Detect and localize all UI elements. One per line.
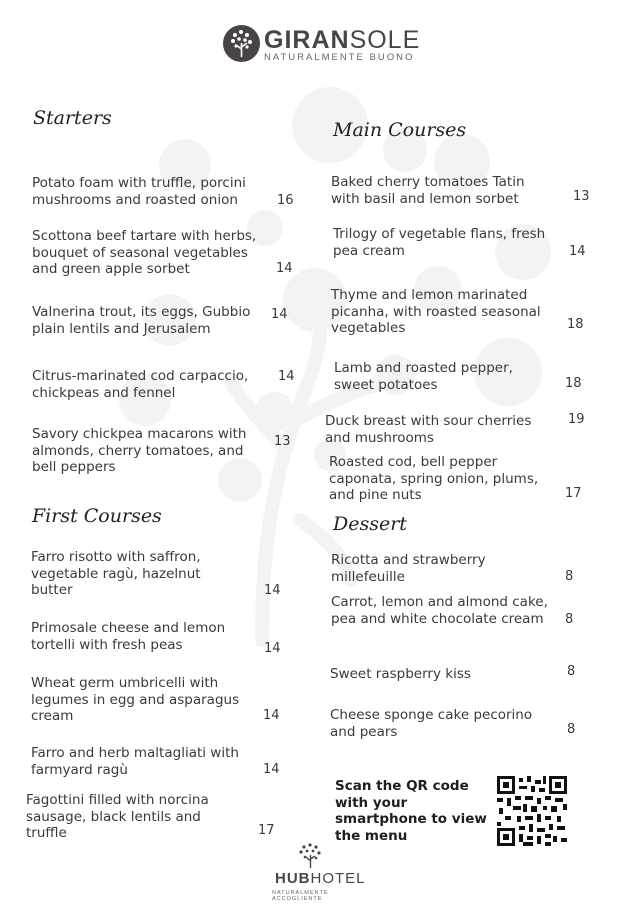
hub-hotel-logo (270, 843, 380, 902)
brand-logo (223, 25, 423, 65)
brand-name-light: SOLE (349, 26, 421, 54)
first-course-item-price: 14 (263, 762, 280, 777)
starter-item-name: Citrus-marinated cod carpaccio, chickpeas and fennel (32, 368, 249, 401)
section-title-starters: Starters (33, 107, 112, 129)
dessert-item-price: 8 (565, 569, 574, 584)
tree-logo-icon (223, 25, 260, 62)
main-course-item-name: Thyme and lemon marinated picanha, with roasted seasonal vegetables (331, 287, 541, 336)
first-course-item-price: 17 (258, 823, 275, 838)
section-title-first-courses: First Courses (32, 505, 162, 527)
main-course-item-name: Baked cherry tomatoes Tatin with basil and lemon sorbet (331, 174, 525, 207)
dessert-item-price: 8 (567, 722, 576, 737)
starter-item-price: 13 (274, 434, 291, 449)
starter-item-price: 14 (276, 261, 293, 276)
first-course-item-name: Primosale cheese and lemon tortelli with fresh peas (31, 620, 226, 653)
first-course-item-name: Farro and herb maltagliati with farmyard ragù (31, 745, 239, 778)
first-course-item-name: Wheat germ umbricelli with legumes in egg and asparagus cream (31, 675, 240, 724)
main-course-item-price: 19 (568, 412, 585, 427)
main-course-item-price: 18 (567, 317, 584, 332)
section-title-main-courses: Main Courses (333, 119, 467, 141)
qr-instructions: Scan the QR code with your smartphone to view the menu (335, 778, 487, 844)
main-course-item-price: 18 (565, 376, 582, 391)
main-course-item-name: Lamb and roasted pepper, sweet potatoes (334, 360, 513, 393)
hub-logo-light: HOTEL (310, 870, 366, 887)
first-course-item-name: Fagottini filled with norcina sausage, black lentils and truffle (26, 792, 209, 841)
starter-item-price: 14 (271, 307, 288, 322)
main-course-item-price: 17 (565, 486, 582, 501)
starter-item-name: Valnerina trout, its eggs, Gubbio plain lentils and Jerusalem (32, 304, 251, 337)
dessert-item-name: Ricotta and strawberry millefeuille (331, 552, 486, 585)
hub-logo-bold: HUB (275, 870, 311, 887)
hub-tagline: NATURALMENTE ACCOGLIENTE (272, 890, 329, 902)
dessert-item-name: Cheese sponge cake pecorino and pears (330, 707, 533, 740)
dessert-item-name: Sweet raspberry kiss (330, 666, 471, 682)
starter-item-name: Potato foam with truffle, porcini mushrooms and roasted onion (32, 175, 246, 208)
first-course-item-price: 14 (264, 641, 281, 656)
main-course-item-price: 14 (569, 244, 586, 259)
dessert-item-price: 8 (565, 612, 574, 627)
starter-item-price: 16 (277, 193, 294, 208)
main-course-item-name: Roasted cod, bell pepper caponata, spring onion, plums, and pine nuts (329, 454, 539, 503)
starter-item-name: Savory chickpea macarons with almonds, cherry tomatoes, and bell peppers (32, 426, 247, 475)
qr-code-icon[interactable] (497, 776, 567, 846)
main-course-item-name: Duck breast with sour cherries and mushrooms (325, 413, 532, 446)
first-course-item-price: 14 (264, 583, 281, 598)
first-course-item-name: Farro risotto with saffron, vegetable ragù, hazelnut butter (31, 549, 201, 598)
main-course-item-name: Trilogy of vegetable flans, fresh pea cream (333, 226, 546, 259)
main-course-item-price: 13 (573, 189, 590, 204)
first-course-item-price: 14 (263, 708, 280, 723)
hub-tree-icon (296, 843, 326, 869)
dessert-item-price: 8 (567, 664, 576, 679)
dessert-item-name: Carrot, lemon and almond cake, pea and white chocolate cream (331, 594, 548, 627)
starter-item-price: 14 (278, 369, 295, 384)
brand-name-bold: GIRAN (264, 26, 350, 54)
starter-item-name: Scottona beef tartare with herbs, bouquet of seasonal vegetables and green apple sorbet (32, 228, 257, 277)
section-title-dessert: Dessert (333, 513, 407, 535)
brand-tagline: NATURALMENTE BUONO (264, 52, 415, 63)
